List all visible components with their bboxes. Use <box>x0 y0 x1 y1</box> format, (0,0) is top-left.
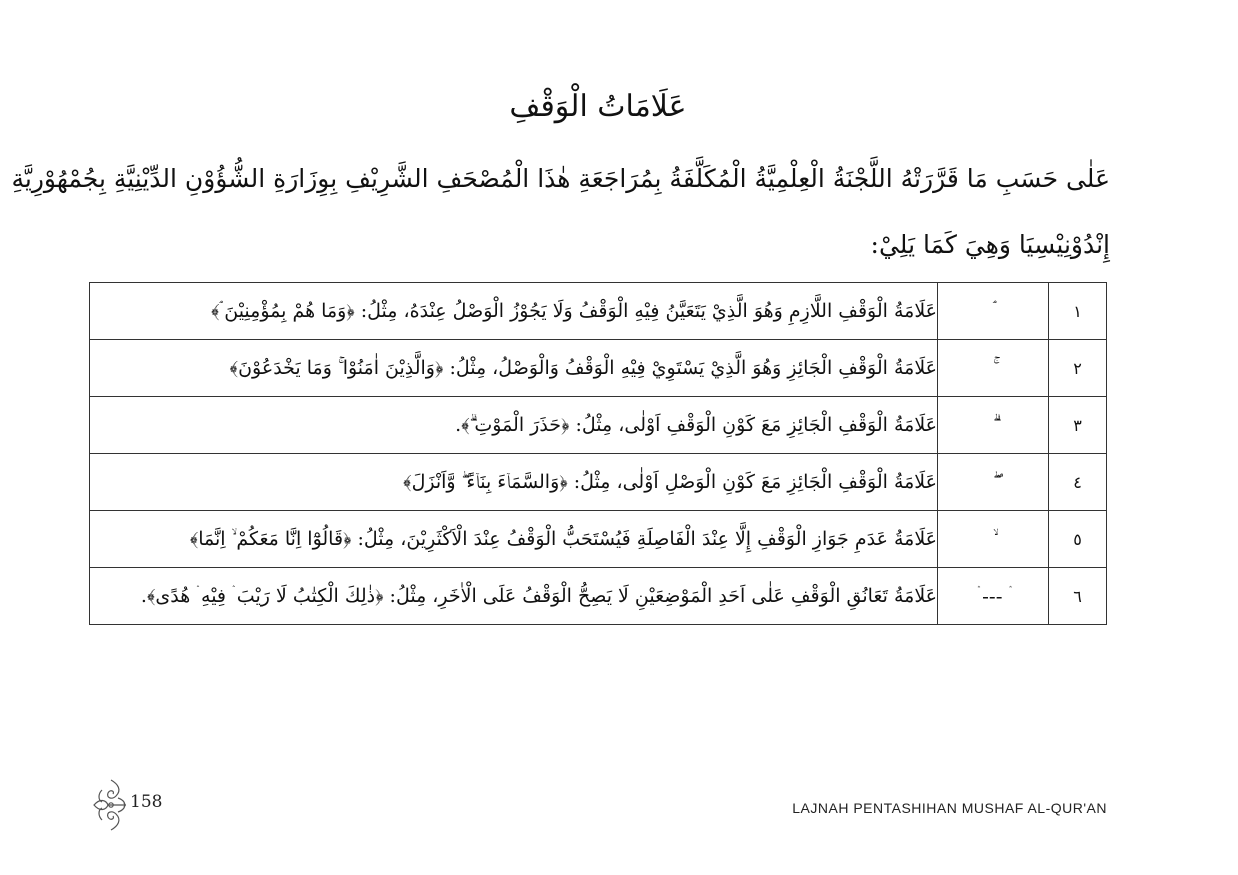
row-number: ٤ <box>1049 454 1107 511</box>
waqf-symbol <box>938 397 1049 454</box>
waqf-signs-table <box>89 282 1107 625</box>
floral-ornament-icon <box>88 776 134 834</box>
intro-line-2: إِنْدُوْنِيْسِيَا وَهِيَ كَمَا يَلِيْ: <box>870 230 1110 259</box>
row-number: ٥ <box>1049 511 1107 568</box>
table-row <box>90 397 1107 454</box>
waqf-symbol <box>938 283 1049 340</box>
row-number: ٦ <box>1049 568 1107 625</box>
row-description: عَلَامَةُ الْوَقْفِ الْجَائِزِ وَهُوَ الَّذِيْ يَسْتَوِيْ فِيْهِ الْوَقْفُ وَالْوَصْلُ، مِثْلُ: ﴿وَالَّذِيْنَ اٰمَنُوْا ۚ وَمَا يَخْدَعُوْنَ﴾ <box>90 340 938 397</box>
intro-paragraph <box>11 146 1110 278</box>
row-description: عَلَامَةُ تَعَانُقِ الْوَقْفِ عَلٰى اَحَدِ الْمَوْضِعَيْنِ لَا يَصِحُّ الْوَقْفُ عَلَى الْاٰخَرِ، مِثْلُ: ﴿ذٰلِكَ الْكِتٰبُ لَا رَيْبَ ۛ فِيْهِ ۛ هُدًى﴾. <box>90 568 938 625</box>
intro-line-1: عَلٰى حَسَبِ مَا قَرَّرَتْهُ اللَّجْنَةُ الْعِلْمِيَّةُ الْمُكَلَّفَةُ بِمُرَاجَعَةِ هٰذَا الْمُصْحَفِ الشَّرِيْفِ بِوِزَارَةِ الشُّؤُوْنِ الدِّيْنِيَّةِ بِجُمْهُوْرِيَّةِ <box>11 164 1110 193</box>
row-number: ٢ <box>1049 340 1107 397</box>
waqf-symbol <box>938 454 1049 511</box>
table-row <box>90 511 1107 568</box>
table-row <box>90 283 1107 340</box>
publisher-footer: LAJNAH PENTASHIHAN MUSHAF AL-QUR'AN <box>792 800 1107 816</box>
row-number: ١ <box>1049 283 1107 340</box>
row-description: عَلَامَةُ الْوَقْفِ الْجَائِزِ مَعَ كَوْنِ الْوَقْفِ اَوْلٰى، مِثْلُ: ﴿حَذَرَ الْمَوْتِ ۗ﴾. <box>90 397 938 454</box>
row-number: ٣ <box>1049 397 1107 454</box>
table-row <box>90 454 1107 511</box>
row-description: عَلَامَةُ عَدَمِ جَوَازِ الْوَقْفِ إِلَّا عِنْدَ الْفَاصِلَةِ فَيُسْتَحَبُّ الْوَقْفُ عِنْدَ الْاَكْثَرِيْنَ، مِثْلُ: ﴿قَالُوْٓا اِنَّا مَعَكُمْ ۙ اِنَّمَا﴾ <box>90 511 938 568</box>
row-description: عَلَامَةُ الْوَقْفِ اللَّازِمِ وَهُوَ الَّذِيْ يَتَعَيَّنُ فِيْهِ الْوَقْفُ وَلَا يَجُوْزُ الْوَصْلُ عِنْدَهُ، مِثْلُ: ﴿وَمَا هُمْ بِمُؤْمِنِيْنَ ۘ﴾ <box>90 283 938 340</box>
waqf-symbol: ۛ --- ۛ <box>938 568 1049 625</box>
table-row <box>90 568 1107 625</box>
row-description: عَلَامَةُ الْوَقْفِ الْجَائِزِ مَعَ كَوْنِ الْوَصْلِ اَوْلٰى، مِثْلُ: ﴿وَالسَّمَاۤءَ بِنَاۤءً ۖ وَّاَنْزَلَ﴾ <box>90 454 938 511</box>
waqf-symbol <box>938 340 1049 397</box>
waqf-symbol <box>938 511 1049 568</box>
table-row <box>90 340 1107 397</box>
page-title: عَلَامَاتُ الْوَقْفِ <box>509 89 687 124</box>
page-number: 158 <box>130 792 163 812</box>
